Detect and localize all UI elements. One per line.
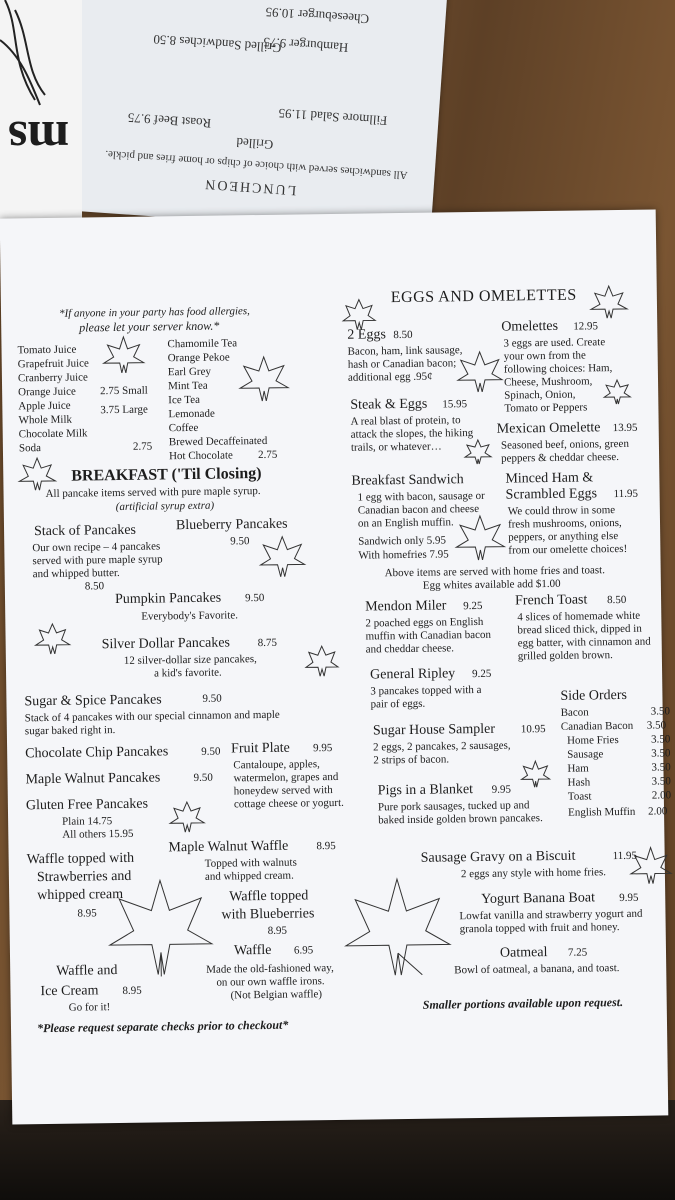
maple-leaf-icon [602, 378, 632, 406]
drink-item: Orange Juice [18, 385, 76, 399]
sugar-desc: sugar baked right in. [24, 724, 116, 738]
side-price: 2.00 [651, 789, 672, 802]
blueberry-title: Blueberry Pancakes [175, 516, 288, 534]
breakfast-title: BREAKFAST ('Til Closing) [71, 464, 262, 485]
silver-title: Silver Dollar Pancakes [101, 635, 231, 653]
minced-ham-title: Scrambled Eggs [505, 486, 598, 503]
sandwich-desc: Canadian bacon and cheese [357, 502, 480, 517]
side-name: Canadian Bacon [560, 719, 634, 733]
allergy-notice-2: please let your server know.* [79, 318, 220, 335]
stack-title: Stack of Pancakes [33, 522, 137, 540]
wic-title: Ice Cream [40, 983, 99, 1000]
side-name: Ham [567, 762, 589, 775]
luncheon-item: Grilled [235, 134, 274, 153]
side-name: English Muffin [567, 805, 636, 819]
waffle-straw-title: Strawberries and [36, 868, 132, 886]
maple-leaf-icon [238, 355, 291, 404]
french-toast-desc: 4 slices of homemade white [517, 609, 641, 624]
maple-leaf-icon [629, 845, 674, 888]
fruit-desc: cottage cheese or yogurt. [233, 796, 344, 811]
maple-leaf-icon [519, 759, 551, 789]
pigs-price: 9.95 [491, 783, 512, 796]
drink-item: Lemonade [168, 407, 215, 421]
fruit-title: Fruit Plate [231, 740, 290, 757]
fruit-desc: honeydew served with [233, 784, 333, 798]
sugar-desc: Stack of 4 pancakes with our special cinnamon and maple [24, 708, 280, 725]
stack-desc: Our own recipe – 4 pancakes [32, 540, 161, 555]
wic-title: Waffle and [56, 963, 118, 979]
ripley-desc: 3 pancakes topped with a [370, 683, 482, 698]
smaller-portions-note: Smaller portions available upon request. [422, 994, 624, 1012]
minced-ham-desc: from our omelette choices! [508, 542, 628, 557]
mw-price: 8.95 [316, 839, 336, 853]
drink-item: Apple Juice [18, 399, 71, 413]
drink-item: Grapefruit Juice [17, 357, 89, 371]
logo-panel [0, 0, 82, 225]
omelettes-title: Omelettes [501, 318, 559, 335]
maple-leaf-icon [341, 874, 454, 984]
sandwich-only: Sandwich only 5.95 [358, 534, 447, 548]
drink-item: Whole Milk [18, 413, 73, 427]
pumpkin-price: 9.50 [244, 591, 265, 605]
side-price: 3.50 [650, 705, 670, 718]
drink-item: Cranberry Juice [17, 371, 88, 385]
gluten-plain: Plain 14.75 [62, 815, 113, 828]
omelettes-desc: Cheese, Mushroom, [503, 375, 593, 389]
minced-ham-desc: We could throw in some [507, 504, 616, 518]
served-note: Above items are served with home fries and toast. [384, 564, 606, 580]
wic-desc: Go for it! [68, 1001, 111, 1014]
oatmeal-price: 7.25 [567, 946, 588, 959]
sandwich-title: Breakfast Sandwich [351, 472, 464, 489]
side-price: 3.50 [651, 747, 671, 760]
side-price: 3.50 [646, 719, 667, 732]
omelettes-desc: Tomato or Peppers [504, 401, 588, 415]
sampler-price: 10.95 [520, 723, 546, 736]
oatmeal-title: Oatmeal [499, 945, 548, 961]
drink-item: Orange Pekoe [167, 351, 230, 365]
french-toast-price: 8.50 [607, 593, 627, 607]
waffle-straw-title: Waffle topped with [26, 850, 135, 868]
sandwich-desc: on an English muffin. [357, 516, 454, 530]
maple-leaf-icon [105, 876, 216, 982]
maple-leaf-icon [454, 514, 507, 563]
drink-item: Coffee [168, 421, 199, 435]
choc-title: Chocolate Chip Pancakes [25, 744, 169, 762]
mw-title: Maple Walnut Waffle [168, 838, 289, 856]
luncheon-item: Cheeseburger 10.95 [265, 4, 370, 27]
blueberry-price: 9.50 [230, 535, 250, 548]
drink-item: Chocolate Milk [18, 427, 88, 441]
luncheon-item: Grilled Sandwiches 8.50 [152, 31, 282, 56]
side-price: 2.00 [647, 805, 668, 818]
stack-price: 8.50 [84, 580, 105, 593]
silver-desc: a kid's favorite. [153, 666, 222, 680]
mw-desc: and whipped cream. [204, 869, 294, 883]
maple-leaf-icon [463, 438, 493, 466]
side-name: Home Fries [566, 734, 619, 747]
side-name: Sausage [567, 748, 604, 761]
steak-title: Steak & Eggs [350, 396, 428, 413]
maple-leaf-icon [33, 622, 71, 657]
luncheon-item: Roast Beef 9.75 [127, 110, 212, 132]
waffle-title: Waffle [233, 942, 272, 959]
sampler-desc: 2 strips of bacon. [373, 753, 450, 767]
ripley-price: 9.25 [472, 667, 492, 681]
luncheon-item: Hamburger 9.75 [262, 34, 349, 56]
waffle-desc: on our own waffle irons. [216, 975, 325, 989]
waffle-desc: (Not Belgian waffle) [230, 988, 323, 1002]
luncheon-title: LUNCHEON [202, 175, 297, 198]
side-name: Toast [567, 790, 592, 803]
side-price: 3.50 [650, 733, 671, 746]
logo-text: ms [8, 111, 70, 167]
maple-leaf-icon [341, 297, 377, 331]
maple-leaf-icon [101, 335, 146, 376]
sampler-desc: 2 eggs, 2 pancakes, 2 sausages, [373, 739, 511, 754]
mendon-desc: and cheddar cheese. [365, 642, 455, 656]
gravy-title: Sausage Gravy on a Biscuit [420, 848, 576, 866]
checks-note: *Please request separate checks prior to checkout* [36, 1017, 289, 1036]
egg-whites-note: Egg whites available add $1.00 [422, 577, 561, 592]
yogurt-desc: granola topped with fruit and honey. [459, 921, 620, 936]
sampler-title: Sugar House Sampler [372, 721, 496, 739]
maple-leaf-icon [304, 644, 340, 678]
side-orders-title: Side Orders [560, 687, 628, 704]
maple-leaf-icon [17, 456, 57, 493]
ripley-title: General Ripley [370, 666, 456, 683]
mendon-title: Mendon Miler [365, 598, 447, 615]
silver-price: 8.75 [257, 636, 277, 650]
maple-leaf-icon [258, 534, 307, 579]
wic-price: 8.95 [122, 984, 142, 997]
omelettes-desc: your own from the [503, 349, 586, 363]
eggs-title: EGGS AND OMELETTES [390, 286, 577, 307]
two-eggs-title: 2 Eggs [347, 327, 386, 343]
waffle-desc: Made the old-fashioned way, [206, 962, 334, 976]
french-toast-desc: grilled golden brown. [517, 649, 613, 663]
minced-ham-title: Minced Ham & [505, 470, 594, 487]
fruit-desc: watermelon, grapes and [233, 770, 339, 785]
pigs-title: Pigs in a Blanket [377, 782, 474, 799]
pumpkin-title: Pumpkin Pancakes [114, 590, 222, 608]
yogurt-title: Yogurt Banana Boat [481, 890, 596, 907]
fruit-price: 9.95 [313, 742, 333, 755]
soda-price: 2.75 [132, 440, 153, 453]
oatmeal-desc: Bowl of oatmeal, a banana, and toast. [454, 962, 620, 977]
gravy-price: 11.95 [612, 849, 638, 863]
sandwich-homefries: With homefries 7.95 [358, 548, 449, 562]
mendon-desc: muffin with Canadian bacon [365, 628, 492, 643]
choc-price: 9.50 [201, 745, 221, 758]
wb-title: Waffle topped [229, 888, 309, 905]
sugar-price: 9.50 [202, 692, 222, 705]
mendon-desc: 2 poached eggs on English [365, 615, 484, 630]
tree-drawing-icon [0, 0, 60, 110]
two-eggs-desc: additional egg .95¢ [347, 370, 433, 384]
waffle-straw-title: whipped cream [37, 886, 124, 904]
steak-desc: trails, or whatever… [350, 440, 442, 454]
two-eggs-desc: Bacon, ham, link sausage, [347, 344, 463, 358]
syrup-note: (artificial syrup extra) [115, 499, 215, 514]
mexican-title: Mexican Omelette [496, 420, 601, 437]
steak-desc: A real blast of protein, to [350, 414, 461, 428]
small-price: 2.75 Small [100, 384, 148, 398]
omelettes-desc: Spinach, Onion, [504, 388, 576, 402]
luncheon-note: All sandwiches served with choice of chips or home fries and pickle. [104, 147, 409, 181]
breakfast-sub: All pancake items served with pure maple syrup. [45, 485, 261, 501]
maple-price: 9.50 [193, 771, 213, 784]
french-toast-desc: bread sliced thick, dipped in [517, 622, 642, 637]
drink-item: Hot Chocolate [168, 449, 233, 463]
minced-ham-desc: peppers, or anything else [508, 530, 619, 544]
pumpkin-desc: Everybody's Favorite. [141, 609, 239, 623]
drink-item: Tomato Juice [17, 343, 77, 357]
drink-item: Chamomile Tea [167, 337, 238, 351]
two-eggs-desc: hash or Canadian bacon; [347, 357, 457, 371]
waffle-straw-price: 8.95 [77, 907, 97, 920]
stack-desc: served with pure maple syrup [32, 553, 163, 568]
omelettes-desc: 3 eggs are used. Create [503, 336, 606, 350]
waffle-price: 6.95 [293, 944, 314, 957]
gluten-others: All others 15.95 [62, 827, 134, 841]
two-eggs-price: 8.50 [393, 328, 413, 342]
drink-item: Ice Tea [168, 393, 201, 407]
pigs-desc: Pure pork sausages, tucked up and [377, 799, 530, 814]
mendon-price: 9.25 [463, 599, 483, 613]
omelettes-desc: following choices: Ham, [503, 362, 613, 376]
wb-title: with Blueberries [221, 906, 315, 923]
stack-desc: and whipped butter. [32, 566, 120, 581]
wb-price: 8.95 [267, 924, 288, 937]
sandwich-desc: 1 egg with bacon, sausage or [357, 489, 485, 504]
side-name: Hash [567, 776, 591, 789]
maple-leaf-icon [168, 800, 206, 837]
fruit-desc: Cantaloupe, apples, [233, 758, 320, 772]
silver-desc: 12 silver-dollar size pancakes, [123, 653, 257, 667]
luncheon-item: Fillmore Salad 11.95 [278, 105, 388, 129]
maple-leaf-icon [456, 350, 505, 395]
ripley-desc: pair of eggs. [370, 697, 426, 711]
french-toast-desc: egg batter, with cinnamon and [517, 635, 651, 650]
minced-ham-desc: fresh mushrooms, onions, [507, 516, 622, 531]
menu-page [0, 209, 672, 1124]
maple-title: Maple Walnut Pancakes [25, 770, 161, 788]
maple-leaf-icon [589, 284, 629, 321]
mw-desc: Topped with walnuts [204, 856, 297, 870]
drink-item: Soda [18, 442, 41, 455]
gravy-desc: 2 eggs any style with home fries. [460, 866, 607, 881]
pigs-desc: baked inside golden brown pancakes. [378, 812, 543, 827]
omelettes-price: 12.95 [573, 320, 599, 333]
drink-item: Earl Grey [167, 365, 212, 379]
sugar-title: Sugar & Spice Pancakes [24, 692, 162, 710]
side-name: Bacon [560, 706, 589, 719]
side-price: 3.50 [651, 761, 671, 774]
steak-desc: attack the slopes, the hiking [350, 427, 474, 441]
hot-price: 2.75 [257, 448, 278, 462]
steak-price: 15.95 [442, 398, 468, 411]
french-toast-title: French Toast [514, 592, 588, 609]
side-price: 3.50 [651, 775, 671, 788]
minced-ham-price: 11.95 [613, 487, 639, 501]
mexican-desc: peppers & cheddar cheese. [501, 451, 620, 465]
mexican-price: 13.95 [612, 421, 638, 435]
allergy-notice: *If anyone in your party has food allergies, [58, 305, 250, 320]
yogurt-desc: Lowfat vanilla and strawberry yogurt and [459, 907, 643, 923]
drink-item: Brewed Decaffeinated [168, 434, 268, 449]
large-price: 3.75 Large [100, 403, 148, 417]
drink-item: Mint Tea [167, 379, 208, 393]
mexican-desc: Seasoned beef, onions, green [500, 437, 629, 452]
yogurt-price: 9.95 [619, 891, 639, 905]
gluten-title: Gluten Free Pancakes [25, 796, 149, 814]
